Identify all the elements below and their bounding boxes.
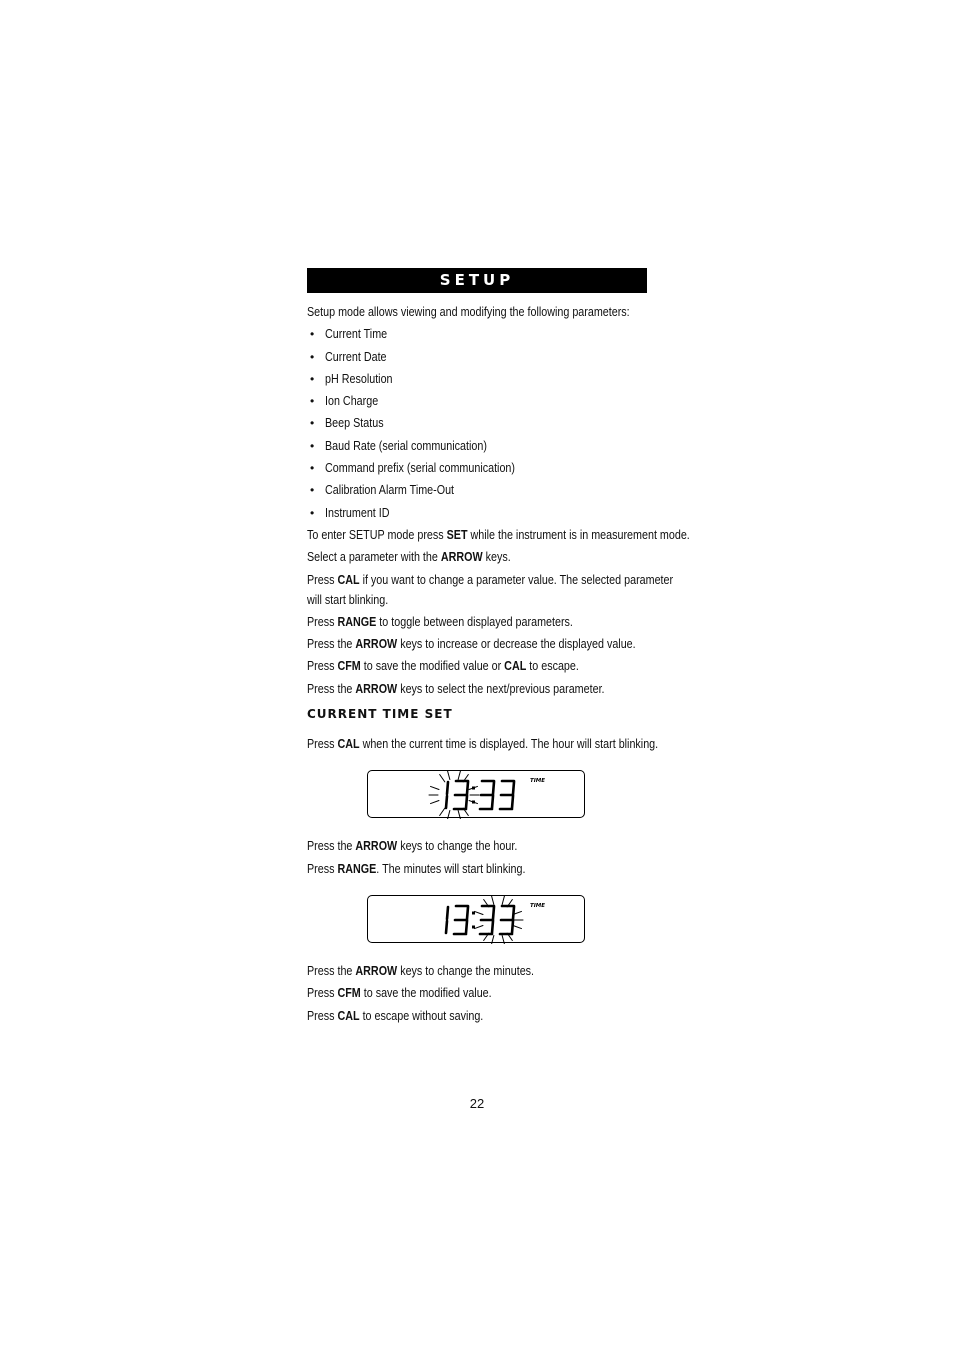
bullet-marker: • — [310, 439, 315, 453]
blink-ray — [492, 935, 494, 944]
lcd-time-label: TIME — [530, 903, 546, 909]
blink-ray — [502, 896, 504, 905]
instruction-next: Press the ARROW keys to select the next/previous parameter. — [307, 682, 605, 696]
list-item: Calibration Alarm Time-Out — [325, 483, 455, 497]
instruction-enter: To enter SETUP mode press SET while the instrument is in measurement mode. — [307, 528, 690, 542]
bullet-marker: • — [310, 416, 315, 430]
instruction-arrow: Press the ARROW keys to increase or decrease the displayed value. — [307, 637, 636, 651]
intro-text: Setup mode allows viewing and modifying the following parameters: — [307, 305, 630, 319]
time-step-1: Press CAL when the current time is displayed. The hour will start blinking. — [307, 737, 659, 751]
instruction-select: Select a parameter with the ARROW keys. — [307, 550, 511, 564]
instruction-cfm: Press CFM to save the modified value or CAL to escape. — [307, 659, 579, 673]
lcd-segment — [493, 782, 494, 794]
bullet-marker: • — [310, 350, 315, 364]
bullet-marker: • — [310, 327, 315, 341]
blink-ray — [458, 810, 460, 819]
lcd-segment — [492, 796, 493, 808]
time-step-3: Press RANGE. The minutes will start blinking. — [307, 862, 526, 876]
page-number: 22 — [469, 1096, 485, 1111]
list-item: Baud Rate (serial communication) — [325, 439, 487, 453]
lcd-segment — [492, 921, 493, 933]
lcd-segment — [467, 907, 468, 919]
list-item: Ion Charge — [325, 394, 379, 408]
list-item: Command prefix (serial communication) — [325, 461, 515, 475]
blink-ray — [502, 935, 504, 944]
lcd-segment — [512, 796, 513, 808]
lcd-segment — [467, 782, 468, 794]
time-step-2: Press the ARROW keys to change the hour. — [307, 839, 518, 853]
bullet-marker: • — [310, 461, 315, 475]
lcd-segment — [512, 921, 513, 933]
list-item: Instrument ID — [325, 506, 390, 520]
lcd-segment — [513, 907, 514, 919]
lcd-segment — [466, 921, 467, 933]
time-step-4: Press the ARROW keys to change the minutes. — [307, 964, 535, 978]
instruction-range: Press RANGE to toggle between displayed parameters. — [307, 615, 573, 629]
blink-ray — [448, 771, 450, 780]
time-step-5: Press CFM to save the modified value. — [307, 986, 492, 1000]
list-item: Beep Status — [325, 416, 384, 430]
blink-ray — [475, 925, 483, 928]
blink-ray — [431, 800, 439, 803]
blink-ray — [475, 911, 483, 914]
instruction-cal-continued: will start blinking. — [307, 593, 389, 607]
lcd-time-label: TIME — [530, 778, 546, 784]
blink-ray — [513, 925, 521, 928]
lcd-segment — [446, 921, 447, 933]
instruction-cal: Press CAL if you want to change a parameter value. The selected parameter — [307, 573, 674, 587]
lcd-digits — [368, 771, 586, 819]
blink-ray — [440, 808, 445, 815]
time-step-6: Press CAL to escape without saving. — [307, 1009, 484, 1023]
bullet-marker: • — [310, 372, 315, 386]
lcd-digits — [368, 896, 586, 944]
lcd-segment — [446, 796, 447, 808]
blink-ray — [431, 786, 439, 789]
section-header: SETUP — [307, 268, 647, 293]
blink-ray — [492, 896, 494, 905]
bullet-marker: • — [310, 483, 315, 497]
lcd-segment — [513, 782, 514, 794]
list-item: pH Resolution — [325, 372, 393, 386]
blink-ray — [448, 810, 450, 819]
blink-ray — [440, 775, 445, 782]
list-item: Current Date — [325, 350, 387, 364]
lcd-display-minutes-blinking — [367, 895, 585, 943]
lcd-segment — [493, 907, 494, 919]
blink-ray — [458, 771, 460, 780]
bullet-marker: • — [310, 394, 315, 408]
bullet-marker: • — [310, 506, 315, 520]
lcd-display-hours-blinking — [367, 770, 585, 818]
subsection-title: CURRENT TIME SET — [307, 707, 453, 721]
lcd-segment — [466, 796, 467, 808]
lcd-segment — [447, 907, 448, 919]
lcd-segment — [447, 782, 448, 794]
list-item: Current Time — [325, 327, 388, 341]
